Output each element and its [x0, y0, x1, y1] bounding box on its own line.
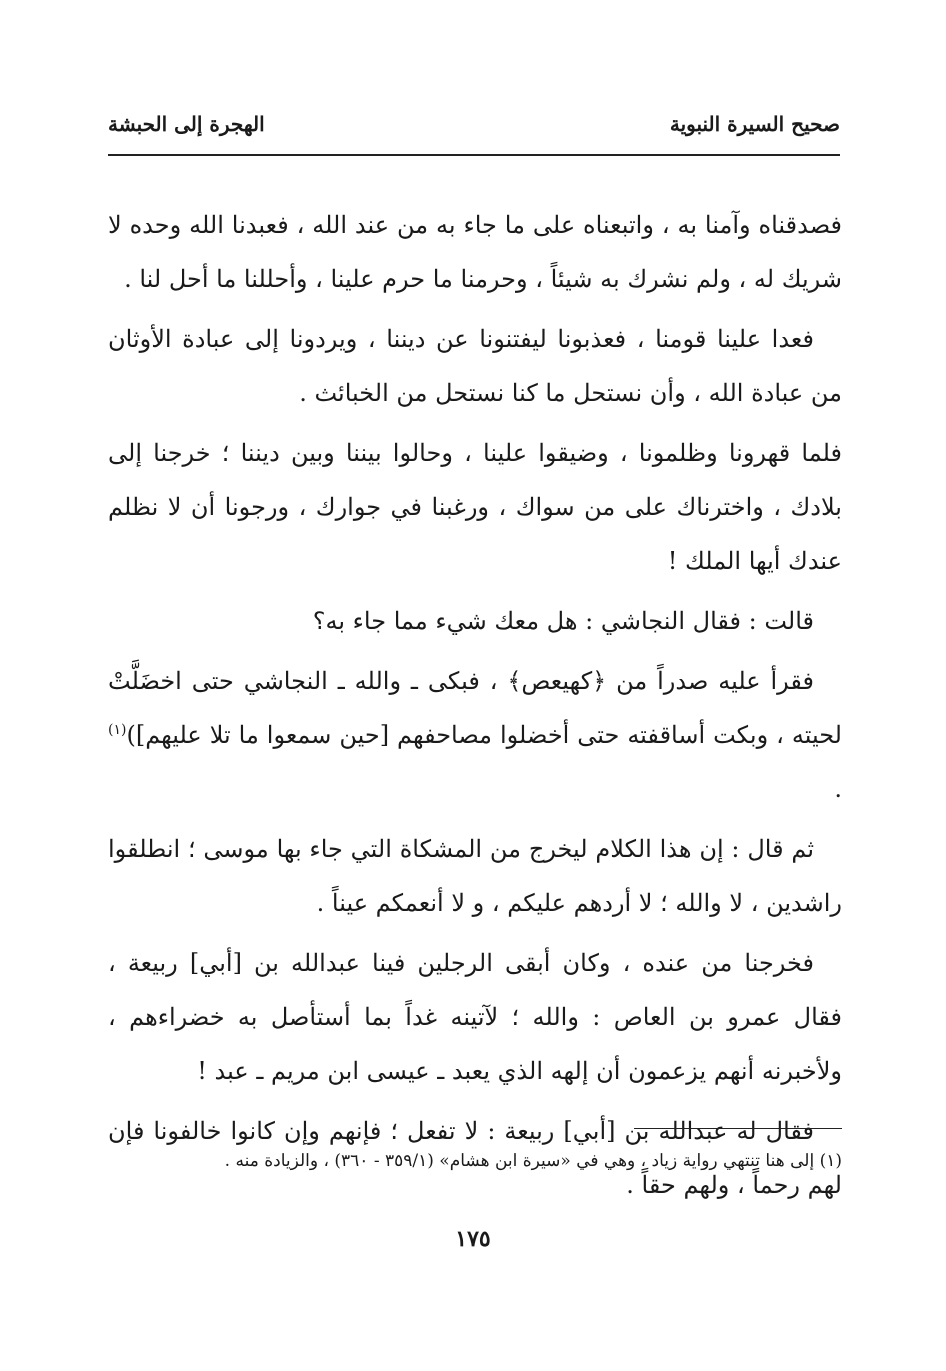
paragraph: فلما قهرونا وظلمونا ، وضيقوا علينا ، وحالوا بيننا وبين ديننا ؛ خرجنا إلى بلادك ، واخترناك على من سواك ، ورغبنا في جوارك ، ورجونا أن لا نظلم عندك أيها الملك ! [108, 439, 842, 575]
paragraph: فخرجنا من عنده ، وكان أبقى الرجلين فينا عبدالله بن [أبي] ربيعة ، فقال عمرو بن العاص : والله ؛ لآتينه غداً بما أستأصل به خضراءهم ، ولأخبرنه أنهم يزعمون أن إلهه الذي يعبد ـ عيسى ابن مريم ـ عبد ! [108, 949, 842, 1085]
paragraph: قالت : فقال النجاشي : هل معك شيء مما جاء به؟ [312, 607, 814, 635]
page-number: ١٧٥ [455, 1226, 491, 1252]
paragraph: ثم قال : إن هذا الكلام ليخرج من المشكاة التي جاء بها موسى ؛ انطلقوا راشدين ، لا والله ؛ لا أردهم عليكم ، و لا أنعمكم عيناً . [108, 835, 842, 917]
book-title: صحيح السيرة النبوية [669, 112, 840, 136]
paragraph: فقال له عبدالله بن [أبي] ربيعة : لا تفعل ؛ فإنهم وإن كانوا خالفونا فإن لهم رحماً ، ولهم حقاً . [108, 1117, 842, 1199]
paragraph: فصدقناه وآمنا به ، واتبعناه على ما جاء به من عند الله ، فعبدنا الله وحده لا شريك له ، ولم نشرك به شيئاً ، وحرمنا ما حرم علينا ، وأحللنا ما أحل لنا . [108, 211, 842, 293]
footnote: (١) إلى هنا تنتهي رواية زياد ، وهي في «سيرة ابن هشام» (٣٥٩/١ - ٣٦٠) ، والزيادة منه . [224, 1151, 842, 1171]
running-header [108, 112, 840, 148]
paragraph-with-footnote [108, 654, 842, 816]
header-divider [108, 154, 840, 156]
paragraph-end: . [834, 775, 842, 803]
footnote-reference: (١) [108, 722, 127, 738]
paragraph-text: فقرأ عليه صدراً من ﴿كهيعص﴾ ، فبكى ـ والله ـ النجاشي حتى اخضَلَّتْ لحيته ، وبكت أساقفته حتى أخضلوا مصاحفهم [حين سمعوا ما تلا عليهم]) [108, 667, 842, 749]
paragraph: فعدا علينا قومنا ، فعذبونا ليفتنونا عن ديننا ، ويردونا إلى عبادة الأوثان من عبادة الله ، وأن نستحل ما كنا نستحل من الخبائث . [108, 325, 842, 407]
main-text [108, 198, 842, 1218]
chapter-title: الهجرة إلى الحبشة [108, 112, 265, 136]
footnote-divider [634, 1128, 842, 1129]
